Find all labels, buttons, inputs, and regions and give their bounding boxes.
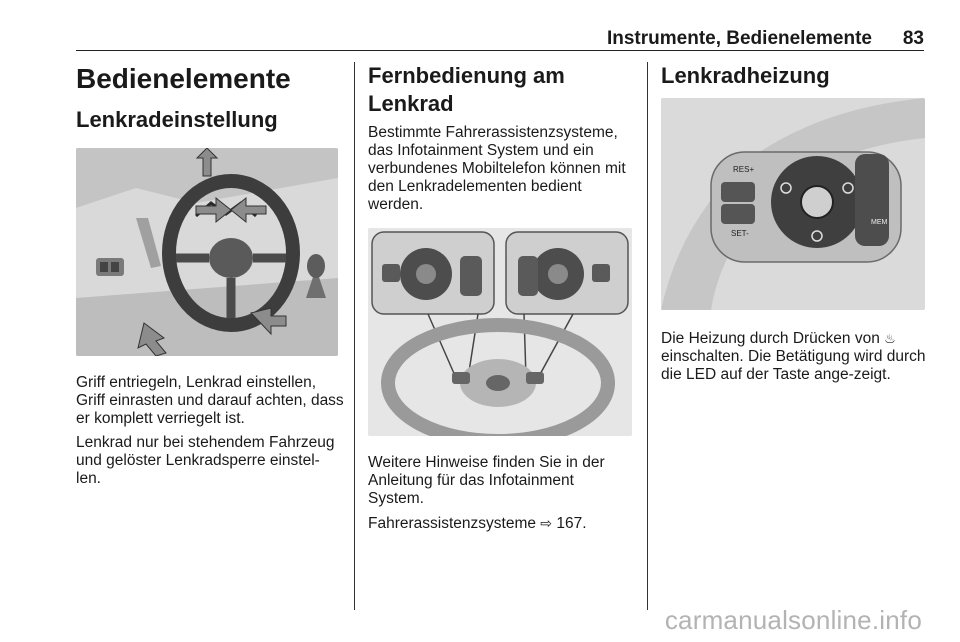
heated-steering-figure	[661, 98, 925, 310]
paragraph-remote-control-3	[368, 514, 634, 533]
paragraph-remote-control-2: Weitere Hinweise finden Sie in der Anleitung für das Infotainment System.	[368, 454, 605, 507]
column-divider	[647, 62, 648, 610]
column-divider	[354, 62, 355, 610]
column-steering-heating	[661, 62, 926, 384]
paragraph-steering-heating	[661, 330, 926, 384]
res-label: RES+	[733, 165, 755, 174]
chapter-title: Bedienelemente	[76, 63, 291, 94]
section-title-steering-heating: Lenkradheizung	[661, 63, 830, 88]
driver-assist-ref-page[interactable]: 167.	[556, 515, 587, 532]
mem-label: MEM	[871, 219, 888, 226]
paragraph-remote-control-1: Bestimmte Fahrerassistenzsysteme, das Infotainment System und ein verbundenes Mobiltelefon können mit den Lenkradelementen bedient werden.	[368, 124, 626, 213]
page-header	[76, 28, 924, 51]
steering-adjust-figure	[76, 148, 338, 356]
paragraph-steering-adjust-1: Griff entriegeln, Lenkrad einstellen, Griff einrasten und darauf achten, dass er komplett verriegelt ist.	[76, 374, 344, 427]
ref-arrow-icon: ⇨	[540, 515, 553, 531]
set-label: SET-	[731, 229, 749, 238]
column-steering-adjust	[76, 62, 344, 488]
heating-text-after: einschalten. Die Betätigung wird durch die LED auf der Taste ange-zeigt.	[661, 348, 926, 383]
driver-assist-ref-text: Fahrerassistenzsysteme	[368, 515, 536, 532]
column-remote-control	[368, 62, 634, 533]
heating-text-before: Die Heizung durch Drücken von	[661, 330, 880, 347]
watermark: carmanualsonline.info	[664, 605, 922, 635]
steering-wheel-controls-figure	[368, 228, 632, 436]
section-title-steering-adjust: Lenkradeinstellung	[76, 107, 278, 132]
heated-steering-icon: ♨	[884, 331, 896, 346]
paragraph-steering-adjust-2: Lenkrad nur bei stehendem Fahrzeug und gelöster Lenkradsperre einstel-len.	[76, 434, 335, 487]
running-title: Instrumente, Bedienelemente	[606, 28, 872, 49]
section-title-remote-control: Fernbedienung am Lenkrad	[368, 63, 565, 116]
page-number: 83	[902, 28, 924, 49]
